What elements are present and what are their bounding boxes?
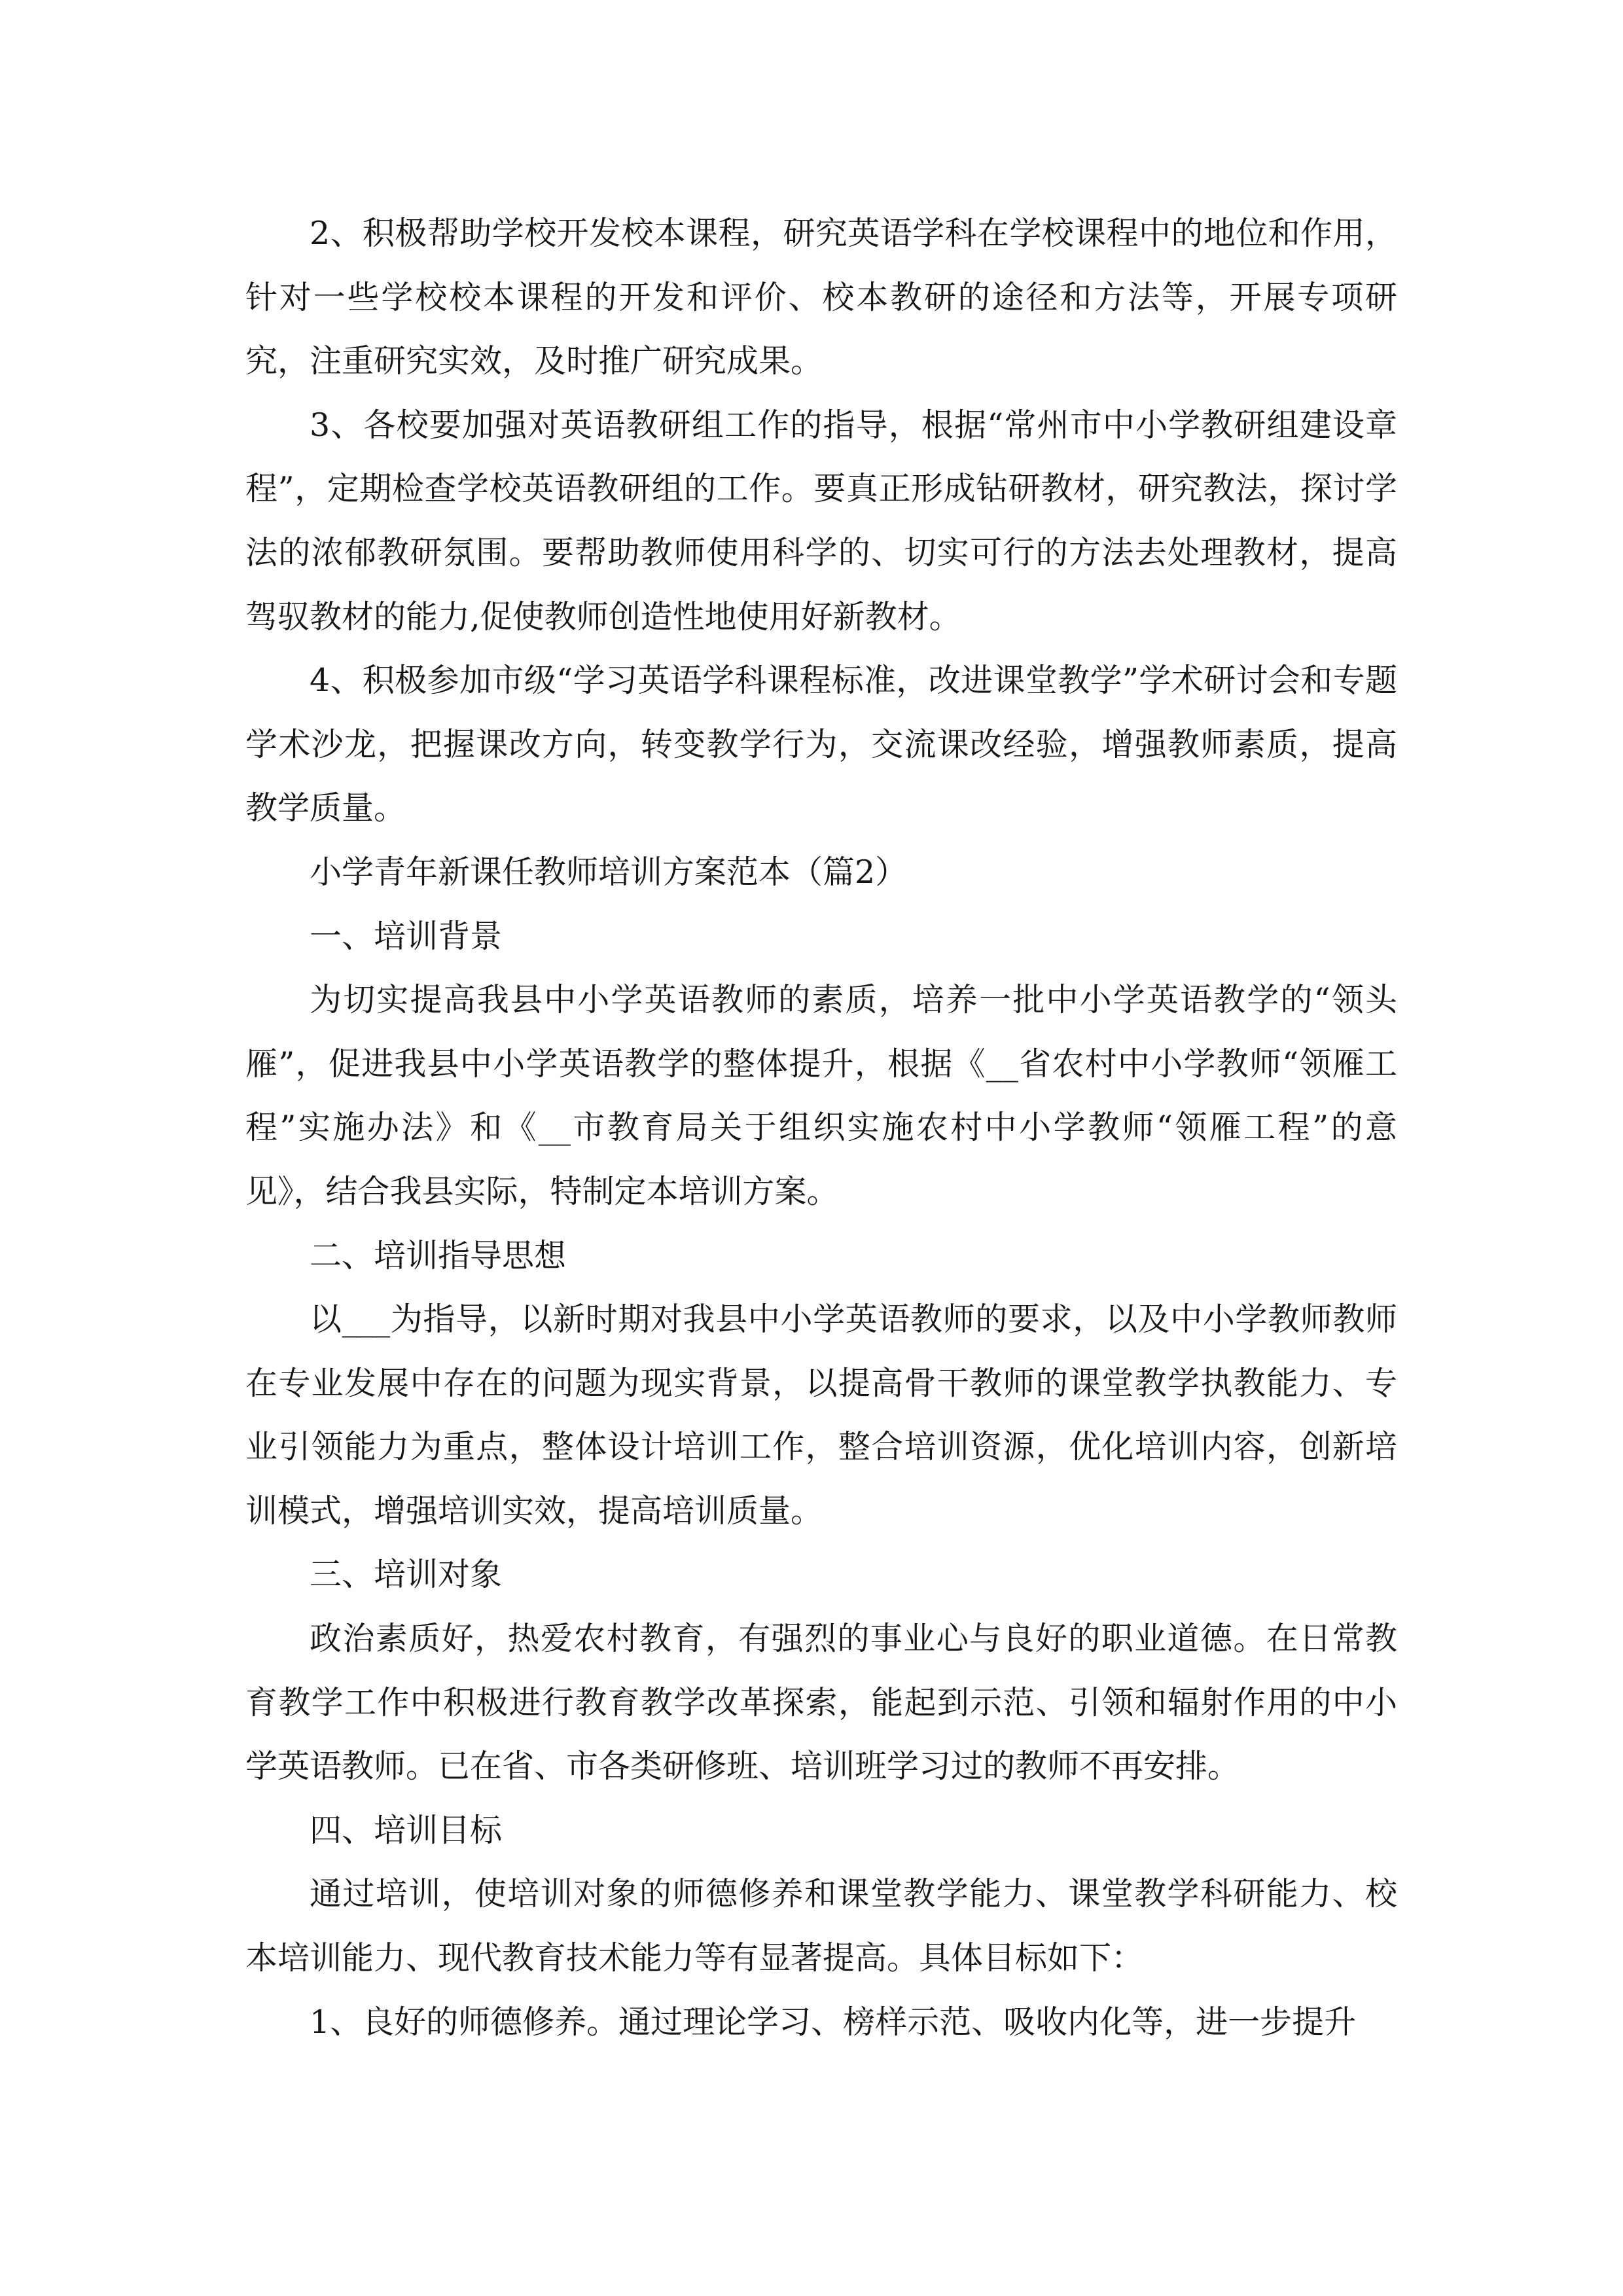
paragraph-item-4-seminar: 4、积极参加市级“学习英语学科课程标准，改进课堂教学”学术研讨会和专题学术沙龙，把握课改方向，转变教学行为，交流课改经验，增强教师素质，提高教学质量。 bbox=[245, 662, 1397, 827]
paragraph-training-targets: 政治素质好，热爱农村教育，有强烈的事业心与良好的职业道德。在日常教育教学工作中积极进行教育教学改革探索，能起到示范、引领和辐射作用的中小学英语教师。已在省、市各类研修班、培训班学习过的教师不再安排。 bbox=[245, 1620, 1397, 1785]
paragraph-training-goals: 通过培训，使培训对象的师德修养和课堂教学能力、课堂教学科研能力、校本培训能力、现代教育技术能力等有显著提高。具体目标如下： bbox=[245, 1875, 1397, 1977]
document-body bbox=[245, 202, 1397, 2054]
paragraph-guiding-ideology: 以___为指导，以新时期对我县中小学英语教师的要求，以及中小学教师教师在专业发展中存在的问题为现实背景，以提高骨干教师的课堂教学执教能力、专业引领能力为重点，整体设计培训工作，整合培训资源，优化培训内容，创新培训模式，增强培训实效，提高培训质量。 bbox=[245, 1300, 1397, 1530]
paragraph-item-2-curriculum: 2、积极帮助学校开发校本课程，研究英语学科在学校课程中的地位和作用，针对一些学校校本课程的开发和评价、校本教研的途径和方法等，开展专项研究，注重研究实效，及时推广研究成果。 bbox=[245, 215, 1397, 380]
paragraph-training-background: 为切实提高我县中小学英语教师的素质，培养一批中小学英语教学的“领头雁”，促进我县中小学英语教学的整体提升，根据《__省农村中小学教师“领雁工程”实施办法》和《__市教育局关于组织实施农村中小学教师“领雁工程”的意见》，结合我县实际，特制定本培训方案。 bbox=[245, 981, 1397, 1210]
paragraph-item-3-research-group: 3、各校要加强对英语教研组工作的指导，根据“常州市中小学教研组建设章程”，定期检查学校英语教研组的工作。要真正形成钻研教材，研究教法，探讨学法的浓郁教研氛围。要帮助教师使用科学的、切实可行的方法去处理教材，提高驾驭教材的能力,促使教师创造性地使用好新教材。 bbox=[245, 406, 1397, 636]
section-title-plan-2: 小学青年新课任教师培训方案范本（篇2） bbox=[310, 853, 908, 891]
paragraph-goal-1-ethics: 1、良好的师德修养。通过理论学习、榜样示范、吸收内化等，进一步提升 bbox=[310, 2003, 1357, 2041]
heading-training-goals: 四、培训目标 bbox=[310, 1811, 503, 1849]
heading-training-background: 一、培训背景 bbox=[310, 917, 503, 955]
heading-training-targets: 三、培训对象 bbox=[310, 1556, 503, 1594]
heading-guiding-ideology: 二、培训指导思想 bbox=[310, 1236, 567, 1274]
